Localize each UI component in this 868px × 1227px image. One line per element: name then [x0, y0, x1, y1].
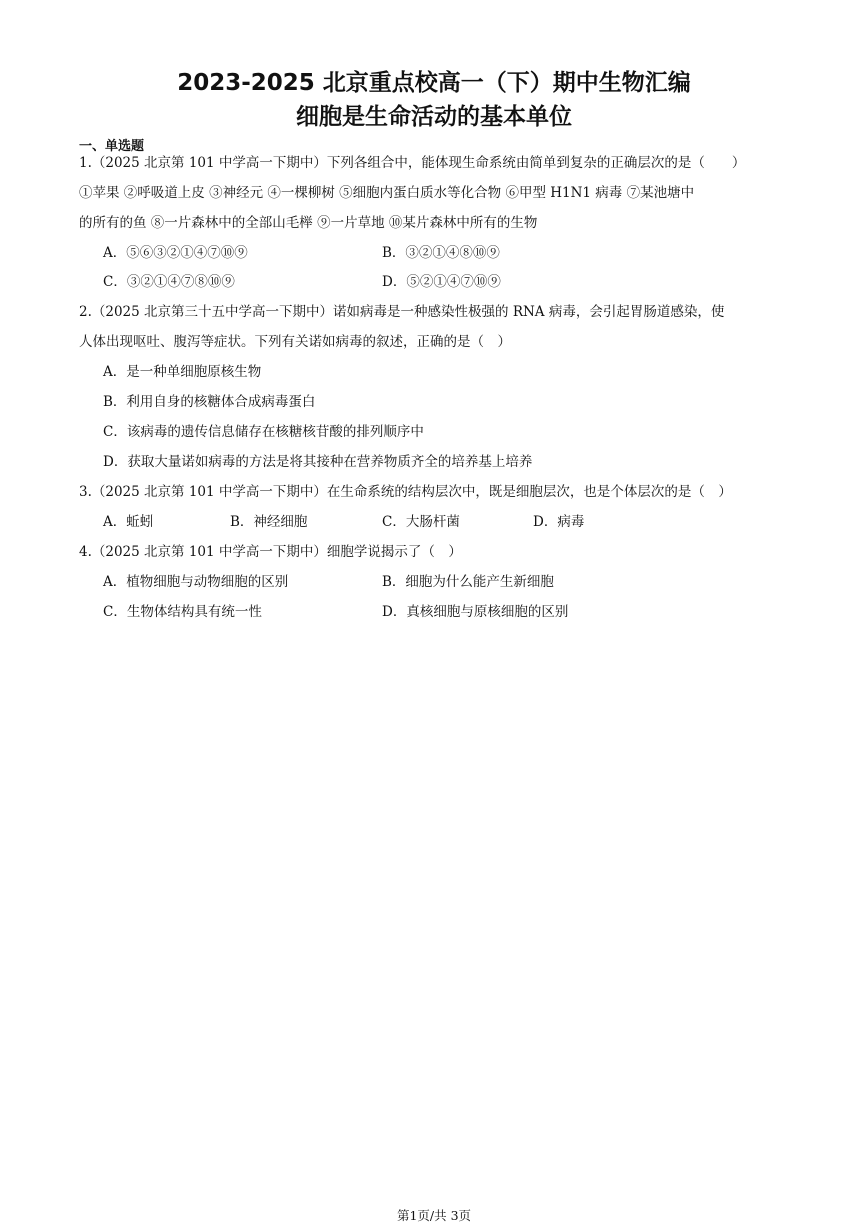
question-1-option-d: D．⑤②①④⑦⑩⑨ — [382, 274, 501, 290]
question-4-option-d: D．真核细胞与原核细胞的区别 — [382, 604, 569, 620]
question-4-option-a: A．植物细胞与动物细胞的区别 — [103, 574, 289, 590]
page-footer: 第1页/共 3页 — [396, 1208, 472, 1223]
question-3-option-d: D．病毒 — [533, 514, 585, 530]
question-4-option-b: B．细胞为什么能产生新细胞 — [382, 574, 554, 590]
question-2-option-b: B．利用自身的核糖体合成病毒蛋白 — [103, 394, 316, 410]
question-2-option-d: D．获取大量诺如病毒的方法是将其接种在营养物质齐全的培养基上培养 — [103, 454, 533, 470]
question-3-option-b: B．神经细胞 — [230, 514, 308, 530]
question-2-option-a: A．是一种单细胞原核生物 — [103, 364, 262, 380]
question-2-stem: 人体出现呕吐、腹泻等症状。下列有关诺如病毒的叙述，正确的是（ ） — [79, 334, 511, 350]
question-1-option-b: B．③②①④⑧⑩⑨ — [382, 245, 500, 261]
question-1-stem: 1.（2025 北京第 101 中学高一下期中）下列各组合中，能体现生命系统由简单到复杂的正确层次的是（ ） — [79, 155, 746, 171]
question-1-stem: 的所有的鱼 ⑧一片森林中的全部山毛榉 ⑨一片草地 ⑩某片森林中所有的生物 — [79, 215, 538, 231]
question-3-option-a: A．蚯蚓 — [103, 514, 154, 530]
question-3-option-c: C．大肠杆菌 — [382, 514, 460, 530]
question-1-stem: ①苹果 ②呼吸道上皮 ③神经元 ④一棵柳树 ⑤细胞内蛋白质水等化合物 ⑥甲型 H1N1 病毒 ⑦某池塘中 — [79, 185, 695, 201]
question-1-option-c: C．③②①④⑦⑧⑩⑨ — [103, 274, 235, 290]
question-4-stem: 4.（2025 北京第 101 中学高一下期中）细胞学说揭示了（ ） — [79, 544, 462, 560]
document-subtitle: 细胞是生命活动的基本单位 — [296, 104, 572, 130]
question-2-stem: 2.（2025 北京第三十五中学高一下期中）诺如病毒是一种感染性极强的 RNA 病毒，会引起胃肠道感染，使 — [79, 304, 725, 320]
question-3-stem: 3.（2025 北京第 101 中学高一下期中）在生命系统的结构层次中，既是细胞层次，也是个体层次的是（ ） — [79, 484, 732, 500]
question-4-option-c: C．生物体结构具有统一性 — [103, 604, 262, 620]
document-title: 2023-2025 北京重点校高一（下）期中生物汇编 — [177, 70, 691, 96]
section-heading: 一、单选题 — [79, 139, 145, 154]
question-1-option-a: A．⑤⑥③②①④⑦⑩⑨ — [103, 245, 248, 261]
question-2-option-c: C．该病毒的遗传信息储存在核糖核苷酸的排列顺序中 — [103, 424, 424, 440]
